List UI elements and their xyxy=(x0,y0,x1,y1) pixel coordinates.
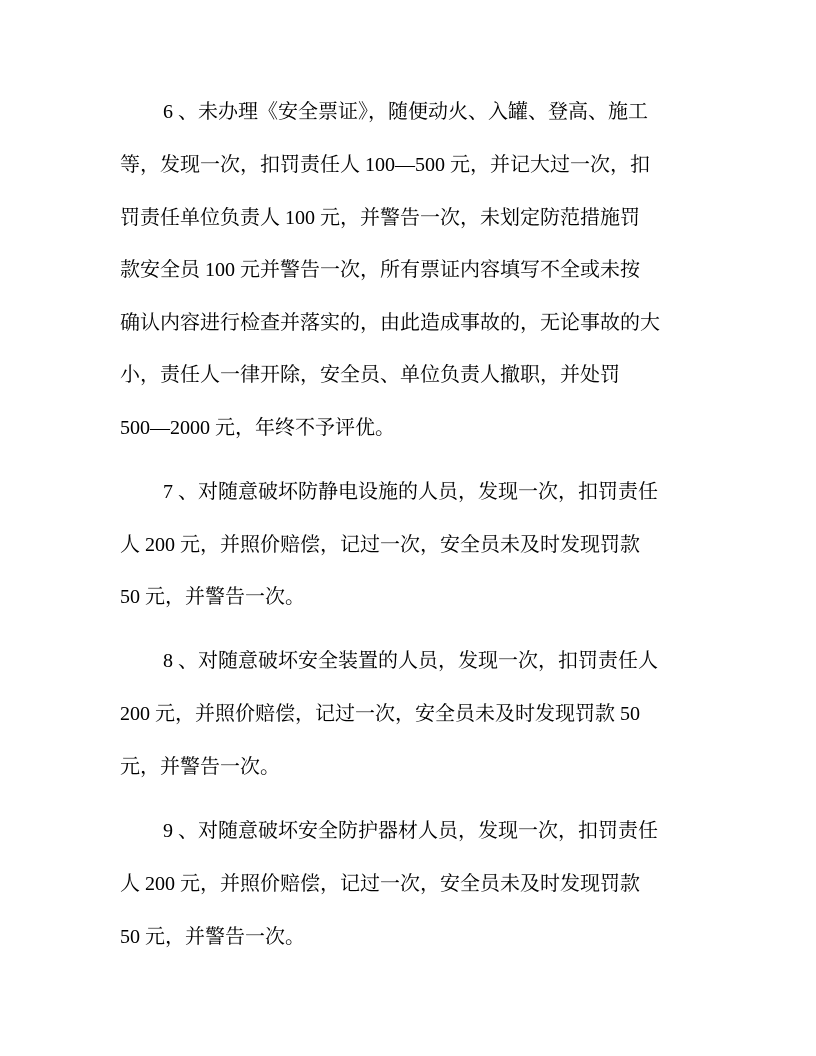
paragraph-line: 人 200 元，并照价赔偿，记过一次，安全员未及时发现罚款 xyxy=(120,873,640,895)
paragraph-line: 50 元，并警告一次。 xyxy=(120,586,305,608)
paragraph-line: 500—2000 元，年终不予评优。 xyxy=(120,417,395,439)
paragraph-line: 确认内容进行检查并落实的，由此造成事故的，无论事故的大 xyxy=(120,312,660,334)
paragraph-line: 元，并警告一次。 xyxy=(120,756,280,778)
paragraph-line: 6 、未办理《安全票证》，随便动火、入罐、登高、施工 xyxy=(163,101,648,123)
paragraph-line: 200 元，并照价赔偿，记过一次，安全员未及时发现罚款 50 xyxy=(120,703,640,725)
paragraph-line: 8 、对随意破坏安全装置的人员，发现一次，扣罚责任人 xyxy=(163,650,658,672)
paragraph-line: 7 、对随意破坏防静电设施的人员，发现一次，扣罚责任 xyxy=(163,481,658,503)
paragraph-line: 款安全员 100 元并警告一次，所有票证内容填写不全或未按 xyxy=(120,259,640,281)
paragraph-line: 小，责任人一律开除，安全员、单位负责人撤职，并处罚 xyxy=(120,364,620,386)
paragraph-line: 50 元，并警告一次。 xyxy=(120,926,305,948)
paragraph-line: 人 200 元，并照价赔偿，记过一次，安全员未及时发现罚款 xyxy=(120,534,640,556)
paragraph-line: 等，发现一次，扣罚责任人 100—500 元，并记大过一次，扣 xyxy=(120,154,650,176)
paragraph-line: 罚责任单位负责人 100 元，并警告一次，未划定防范措施罚 xyxy=(120,207,640,229)
paragraph-line: 9 、对随意破坏安全防护器材人员，发现一次，扣罚责任 xyxy=(163,820,658,842)
